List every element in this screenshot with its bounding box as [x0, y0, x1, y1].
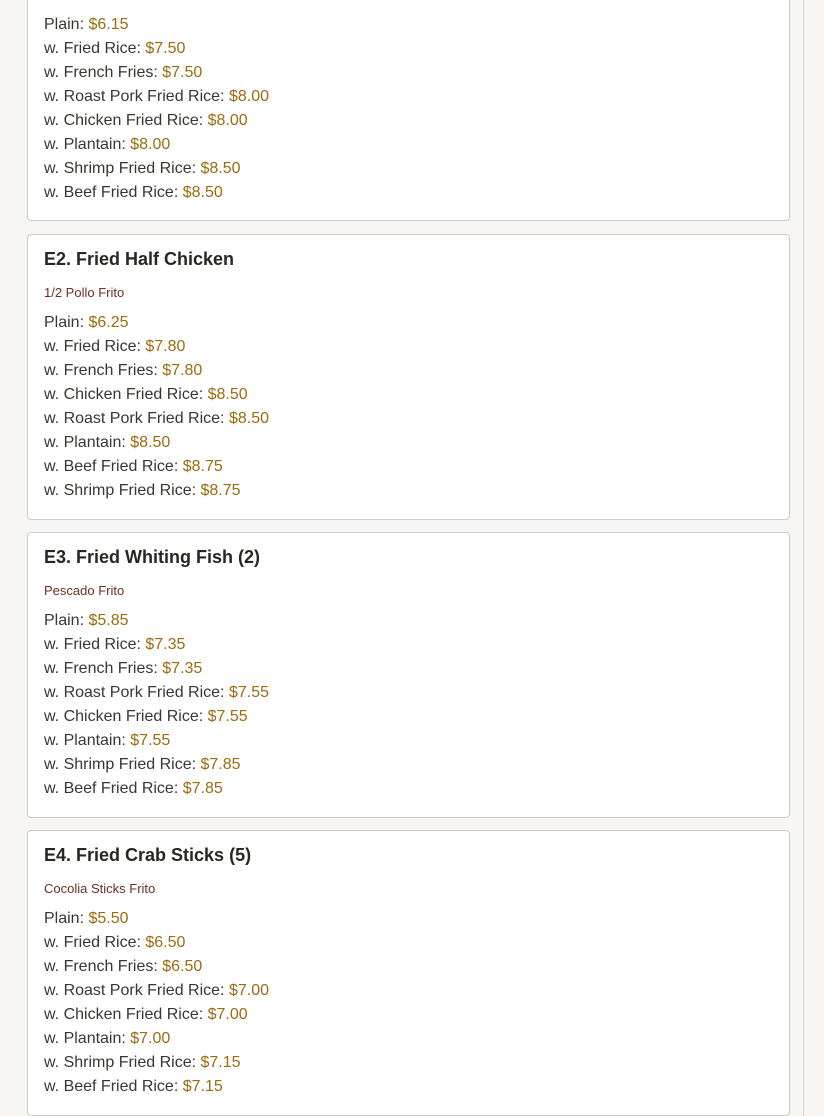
price-row	[44, 407, 269, 431]
price-label: w. Shrimp Fried Rice:	[44, 1054, 197, 1071]
price-value: $7.35	[162, 660, 203, 677]
menu-item-card	[27, 0, 790, 221]
price-label: w. Shrimp Fried Rice:	[44, 756, 197, 773]
price-row	[44, 359, 269, 383]
price-label: w. Chicken Fried Rice:	[44, 1006, 204, 1023]
price-value: $8.50	[207, 386, 248, 403]
price-row	[44, 1051, 269, 1075]
price-label: w. French Fries:	[44, 64, 158, 81]
price-list	[44, 311, 269, 503]
price-value: $7.15	[200, 1054, 241, 1071]
price-label: Plain:	[44, 910, 85, 927]
price-row	[44, 383, 269, 407]
price-value: $7.50	[145, 40, 186, 57]
menu-item-card	[27, 532, 790, 818]
price-row	[44, 705, 269, 729]
price-label: Plain:	[44, 314, 85, 331]
price-value: $7.00	[228, 982, 269, 999]
price-row	[44, 633, 269, 657]
price-label: Plain:	[44, 612, 85, 629]
price-value: $6.50	[162, 958, 203, 975]
price-label: w. Plantain:	[44, 1030, 126, 1047]
price-label: w. Fried Rice:	[44, 40, 141, 57]
price-label: w. Roast Pork Fried Rice:	[44, 88, 225, 105]
price-row	[44, 479, 269, 503]
price-row	[44, 133, 269, 157]
column-divider	[803, 0, 804, 1116]
price-row	[44, 777, 269, 801]
price-label: w. Beef Fried Rice:	[44, 1078, 179, 1095]
price-label: w. Roast Pork Fried Rice:	[44, 982, 225, 999]
price-label: w. Shrimp Fried Rice:	[44, 160, 197, 177]
menu-item-card	[27, 234, 790, 520]
price-row	[44, 1003, 269, 1027]
price-row	[44, 1027, 269, 1051]
price-value: $5.50	[88, 910, 129, 927]
price-value: $8.00	[228, 88, 269, 105]
price-value: $7.85	[200, 756, 241, 773]
price-label: w. Beef Fried Rice:	[44, 780, 179, 797]
menu-item-subtitle: Pescado Frito	[44, 583, 125, 598]
price-list	[44, 907, 269, 1099]
menu-item-title: E3. Fried Whiting Fish (2)	[44, 547, 260, 567]
price-label: w. Fried Rice:	[44, 934, 141, 951]
price-value: $7.00	[207, 1006, 248, 1023]
price-row	[44, 657, 269, 681]
price-row	[44, 335, 269, 359]
price-value: $8.50	[130, 434, 171, 451]
price-label: w. Chicken Fried Rice:	[44, 112, 204, 129]
menu-item-subtitle: Cocolia Sticks Frito	[44, 881, 156, 896]
price-label: Plain:	[44, 16, 85, 33]
price-row	[44, 979, 269, 1003]
price-row	[44, 753, 269, 777]
price-list	[44, 13, 269, 205]
price-value: $7.35	[145, 636, 186, 653]
price-label: w. Plantain:	[44, 732, 126, 749]
price-row	[44, 907, 269, 931]
price-label: w. Fried Rice:	[44, 636, 141, 653]
price-label: w. Plantain:	[44, 136, 126, 153]
price-label: w. French Fries:	[44, 958, 158, 975]
menu-item-card	[27, 830, 790, 1116]
price-row	[44, 37, 269, 61]
price-value: $6.15	[88, 16, 129, 33]
price-row	[44, 931, 269, 955]
price-value: $7.50	[162, 64, 203, 81]
price-value: $8.50	[182, 184, 223, 201]
price-row	[44, 729, 269, 753]
price-row	[44, 609, 269, 633]
price-value: $7.00	[130, 1030, 171, 1047]
price-label: w. Fried Rice:	[44, 338, 141, 355]
price-label: w. Chicken Fried Rice:	[44, 386, 204, 403]
price-value: $6.25	[88, 314, 129, 331]
price-value: $7.55	[228, 684, 269, 701]
price-value: $8.75	[182, 458, 223, 475]
price-value: $7.55	[130, 732, 171, 749]
price-label: w. French Fries:	[44, 660, 158, 677]
price-row	[44, 157, 269, 181]
price-value: $8.00	[130, 136, 171, 153]
price-value: $8.00	[207, 112, 248, 129]
price-label: w. Shrimp Fried Rice:	[44, 482, 197, 499]
price-row	[44, 431, 269, 455]
price-row	[44, 681, 269, 705]
price-value: $6.50	[145, 934, 186, 951]
price-value: $5.85	[88, 612, 129, 629]
price-row	[44, 455, 269, 479]
price-row	[44, 61, 269, 85]
price-value: $7.85	[182, 780, 223, 797]
price-value: $7.55	[207, 708, 248, 725]
price-row	[44, 955, 269, 979]
price-row	[44, 85, 269, 109]
price-row	[44, 181, 269, 205]
price-value: $8.50	[200, 160, 241, 177]
price-label: w. Plantain:	[44, 434, 126, 451]
price-value: $8.75	[200, 482, 241, 499]
price-label: w. Beef Fried Rice:	[44, 458, 179, 475]
price-row	[44, 109, 269, 133]
price-label: w. Roast Pork Fried Rice:	[44, 410, 225, 427]
price-value: $7.80	[162, 362, 203, 379]
menu-item-title: E4. Fried Crab Sticks (5)	[44, 845, 252, 865]
price-value: $8.50	[228, 410, 269, 427]
price-row	[44, 13, 269, 37]
price-row	[44, 1075, 269, 1099]
price-value: $7.80	[145, 338, 186, 355]
price-row	[44, 311, 269, 335]
menu-item-title: E2. Fried Half Chicken	[44, 249, 235, 269]
price-label: w. Chicken Fried Rice:	[44, 708, 204, 725]
price-label: w. Roast Pork Fried Rice:	[44, 684, 225, 701]
price-label: w. French Fries:	[44, 362, 158, 379]
price-label: w. Beef Fried Rice:	[44, 184, 179, 201]
price-value: $7.15	[182, 1078, 223, 1095]
price-list	[44, 609, 269, 801]
menu-item-subtitle: 1/2 Pollo Frito	[44, 285, 125, 300]
